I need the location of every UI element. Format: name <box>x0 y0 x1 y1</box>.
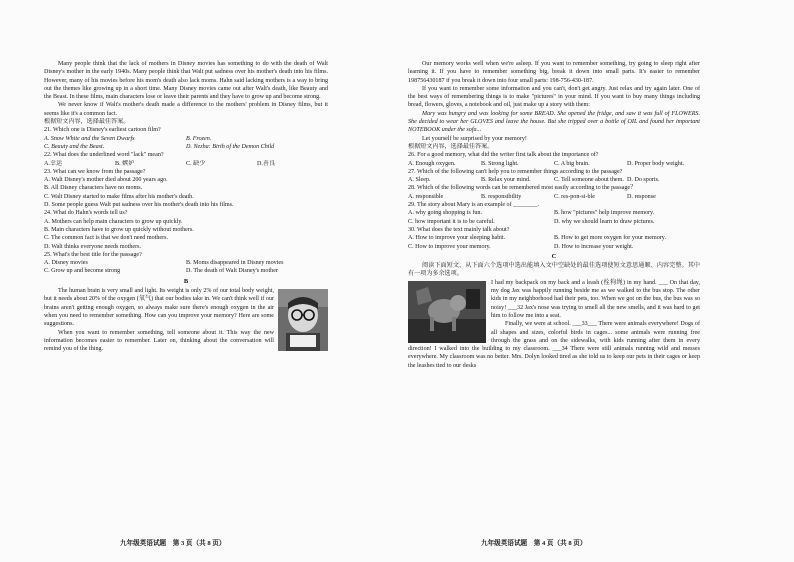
q28-option-b: B. responsibility <box>481 193 522 200</box>
q21-option-b: B. Frozen. <box>186 135 212 142</box>
q30-option-c: C. How to improve your memory. <box>408 243 491 250</box>
q30-option-a: A. How to improve your sleeping habit. <box>408 235 506 242</box>
section-b-heading: B <box>183 277 189 285</box>
q22-option-b: B. 嫉妒 <box>115 160 135 167</box>
q30-options-row-1 <box>408 234 700 242</box>
q27-options <box>408 176 700 184</box>
q26-option-c: C. A big brain. <box>554 160 590 167</box>
question-25: 25. What's the best title for the passage? <box>44 251 142 258</box>
q24-option-c: C. The common fact is that we don't need mothers. <box>44 235 169 242</box>
passage-b-paragraph-3: Our memory works well when we're asleep. If you want to remember something, try going to sleep right after learning it. If you have to remember something big, break it down into small parts. It's easier to remember 198756430187 if you break it down into four small parts: 198-756-430-187. <box>408 61 700 84</box>
q28-option-d: D. response <box>627 193 656 200</box>
q22-options <box>44 160 328 168</box>
question-23: 23. What can we know from the passage? <box>44 168 146 175</box>
q28-options <box>408 193 700 201</box>
passage-a-paragraph-2: We never know if Walt's mother's death made a difference to the mothers' problem in Disney films, but it seems like it's a common fact. <box>44 102 328 117</box>
question-27: 27. Which of the following can't help you to remember things according to the passage? <box>408 168 623 175</box>
left-page-footer: 九年级英语试题 第 3 页（共 8 页） <box>120 540 226 547</box>
q27-option-c: C. Tell someone about them. <box>554 177 624 184</box>
q29-option-d: D. why we should learn to draw pictures. <box>554 218 655 225</box>
q29-option-c: C. how important it is to be careful. <box>408 218 495 225</box>
q21-option-c: C. Beauty and the Beast. <box>44 143 105 150</box>
q27-option-d: D. Do sports. <box>627 177 660 184</box>
q28-option-c: C. res-pon-si-ble <box>554 193 595 200</box>
q26-option-a: A. Enough oxygen. <box>408 160 456 167</box>
q29-option-a: A. why going shopping is fun. <box>408 210 482 217</box>
q21-options-row-1 <box>44 135 328 143</box>
q29-options-row-2 <box>408 218 700 226</box>
q26-option-b: B. Strong light. <box>481 160 519 167</box>
dog-and-backpack-photo <box>408 281 486 343</box>
q23-option-a: A. Walt Disney's mother died about 200 years ago. <box>44 177 168 184</box>
q25-options-row-2 <box>44 267 328 275</box>
question-24: 24. What do Hahn's words tell us? <box>44 210 128 217</box>
question-30: 30. What does the text mainly talk about? <box>408 226 510 233</box>
q22-option-c: C. 缺少 <box>186 160 206 167</box>
q24-option-a: A. Mothers can help main characters to grow up quickly. <box>44 218 183 225</box>
q27-option-a: A. Sleep. <box>408 177 431 184</box>
q30-option-d: D. How to increase your weight. <box>554 243 634 250</box>
passage-c-paragraph-2: Finally, we were at school. ___33___ There were animals everywhere! Dogs of all shapes and sizes, colorful birds in cages... some animals were running free through the grass and on the sidewalks, with kids running after them in every direction! I walked into the building to my classroom. ___34 There were still animals running wild and messes everywhere. My classroom was no better. Mrs. Dolyn looked tired as she told us to keep our pets in their cages or keep the leashes tied to our desks <box>408 321 700 369</box>
q26-options <box>408 160 700 168</box>
q21-option-a: A. Snow White and the Seven Dwarfs <box>44 135 135 142</box>
q27-option-b: B. Relax your mind. <box>481 177 531 184</box>
instruction-text: 根据短文内容，选择最佳答案。 <box>44 119 130 126</box>
q24-option-d: D. Walt thinks everyone needs mothers. <box>44 243 142 250</box>
question-26: 26. For a good memory, what did the writer first talk about the importance of? <box>408 152 599 159</box>
question-29: 29. The story about Mary is an example of ________. <box>408 202 540 209</box>
q25-options-row-1 <box>44 259 328 267</box>
mary-story: Mary was hungry and was looking for some BREAD. She opened the fridge, and saw it was full of FLOWERS. She decided to wear her GLOVES and leave the house. But she tripped over a bottle of OIL and found her important NOTEBOOK under the sofa... <box>408 110 700 134</box>
passage-b-closing: Let yourself be surprised by your memory! <box>422 135 527 142</box>
q29-option-b: B. how "pictures" help improve memory. <box>554 210 655 217</box>
passage-b-paragraph-2: When you want to remember something, tell someone about it. This way the new information becomes easier to remember. Later on, thinking about the conversation will remind you of the thing. <box>44 329 274 353</box>
child-reading-photo <box>278 289 328 351</box>
q29-options-row-1 <box>408 209 700 217</box>
q23-option-b: B. All Disney characters have no moms. <box>44 185 143 192</box>
q23-option-d: D. Some people guess Walt put sadness over his mother's death into his films. <box>44 202 234 209</box>
q30-options-row-2 <box>408 243 700 251</box>
question-22: 22. What does the underlined word "lack" mean? <box>44 152 164 159</box>
q23-option-c: C. Walt Disney started to make films after his mother's death. <box>44 193 194 200</box>
passage-b-paragraph-4: If you want to remember some information and you can't, don't get angry. Just relax and try again later. One of the best ways of remembering things is to make "pictures" in your mind. If you want to buy many things including bread, flowers, gloves, a notebook and oil, just make up a story with them: <box>408 85 700 109</box>
q25-option-c: C. Grow up and become strong <box>44 268 121 275</box>
passage-c-paragraph-1: I had my backpack on my back and a leash (拴狗绳) in my hand. ___ On that day, my dog Jax was happily running beside me as we walked to the bus stop. The other kids in my neighborhood had their pets, too. When we got on the bus, the bus was so noisy! ___32 Jax's nose was trying to smell all the new smells, and it was hard to get him to follow me into a seat. <box>491 279 700 319</box>
dog-photo-graphic <box>408 281 486 343</box>
question-21: 21. Which one is Disney's earliest cartoon film? <box>44 127 161 134</box>
q21-option-d: D. Nezha: Birth of the Demon Child <box>186 143 275 150</box>
right-page-footer: 九年级英语试题 第 4 页（共 8 页） <box>481 540 587 547</box>
section-c-instruction: 阅读下面短文，从下面六个选项中选出能填入文中空缺处的最佳选项使短文意思通顺、内容完整。其中有一项为多余选项。 <box>408 263 700 278</box>
q25-option-d: D. The death of Walt Disney's mother <box>186 268 278 275</box>
q24-option-b: B. Main characters have to grow up quickly without mothers. <box>44 226 194 233</box>
q26-option-d: D. Proper body weight. <box>627 160 685 167</box>
left-page-column <box>44 60 328 353</box>
q22-option-d: D.善良 <box>257 160 276 167</box>
q28-option-a: A. responsible <box>408 193 444 200</box>
q22-option-a: A.幸运 <box>44 160 63 167</box>
q25-option-b: B. Moms disappeared in Disney movies <box>186 260 284 267</box>
question-28: 28. Which of the following words can be remembered most easily according to the passage？ <box>408 185 637 192</box>
instruction-text-right: 根据短文内容，选择最佳答案。 <box>408 143 494 150</box>
q25-option-a: A. Disney movies <box>44 260 88 267</box>
passage-b-paragraph-1: The human brain is very small and light. Its weight is only 2% of our total body weight, but it needs about 20% of the oxygen (氧气) that our bodies take in. We can't think well if our brains aren't getting enough oxygen, so always make sure there's enough oxygen in the air when you need to remember something. How can you improve your memory? Here are some suggestions. <box>44 288 274 328</box>
right-page-column <box>408 60 700 370</box>
q30-option-b: B. How to get more oxygen for your memory. <box>554 235 666 242</box>
section-c-heading: C <box>551 252 557 260</box>
q21-options-row-2 <box>44 143 328 151</box>
child-photo-graphic <box>278 289 328 351</box>
passage-a-paragraph-1: Many people think that the lack of mothers in Disney movies has something to do with the death of Walt Disney's mother in the early 1940s. Many people think that Walt put sadness over his mother's death into his films. However, many of his movies before his mom's death also lack moms. Hahn said lacking mothers is a way to bring out the themes like growing up in a short time. Many Disney movies came out after Walt's death, like Beauty and the Beast. In these films, main characters lose or leave their parents and they have to grow up and become strong. <box>44 61 328 101</box>
